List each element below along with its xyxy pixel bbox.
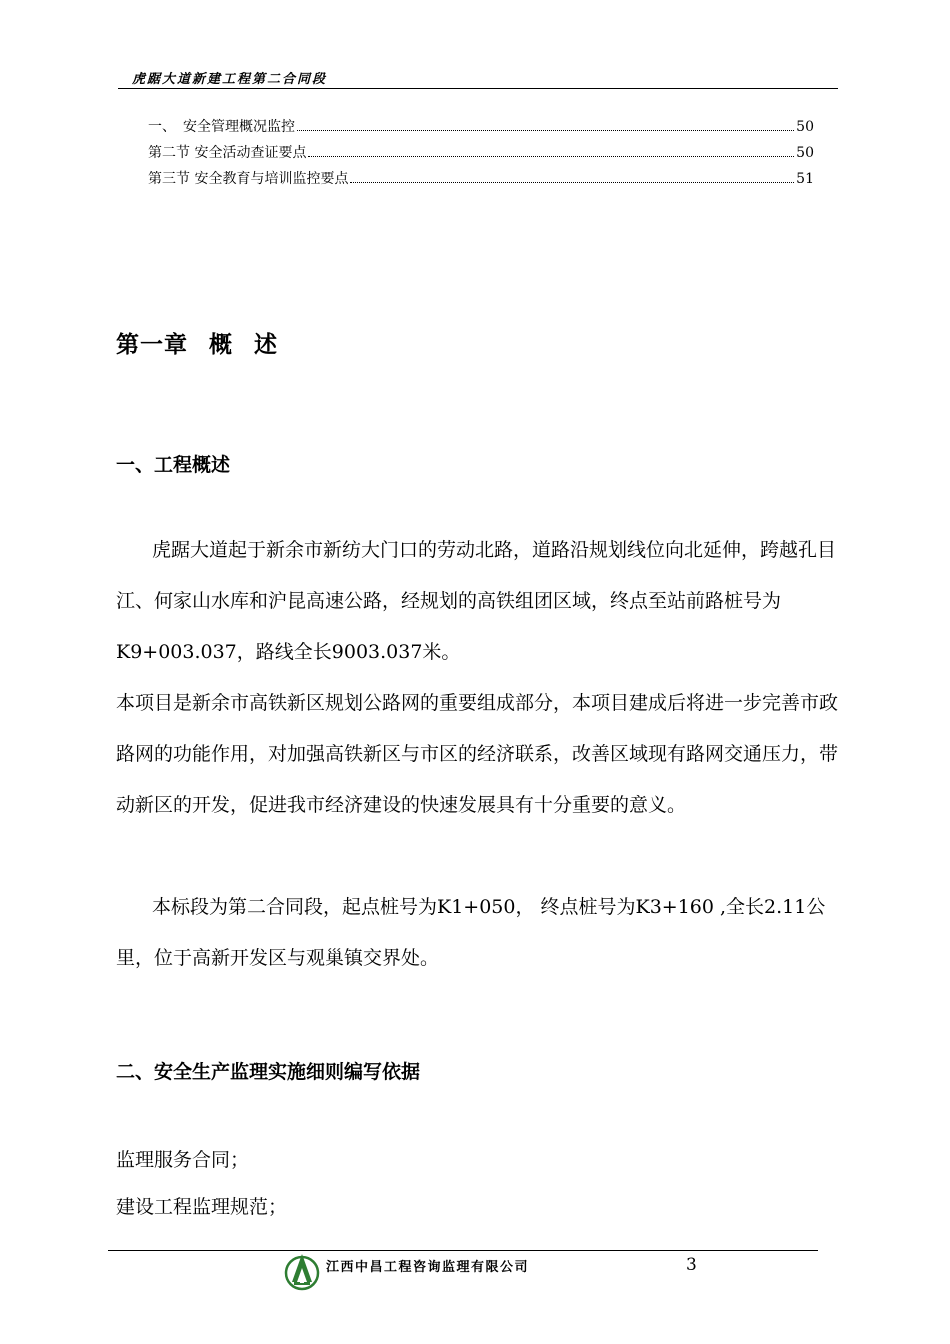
- toc-entry-page: 50: [796, 119, 814, 135]
- footer-divider: [108, 1250, 818, 1251]
- toc-entry[interactable]: [148, 142, 814, 168]
- section-title-basis: 二、安全生产监理实施细则编写依据: [116, 1061, 421, 1083]
- page-number: 3: [686, 1255, 697, 1275]
- page-header: [118, 66, 838, 89]
- company-logo-icon: [280, 1252, 324, 1292]
- toc-entry-page: 51: [796, 171, 814, 187]
- toc-entry-page: 50: [796, 145, 814, 161]
- basis-item: 监理服务合同；: [116, 1149, 250, 1171]
- header-title: 虎踞大道新建工程第二合同段: [132, 72, 328, 87]
- toc-leader-dots: [350, 182, 794, 183]
- toc-entry[interactable]: [148, 168, 814, 194]
- toc-entry-label: 第二节 安全活动查证要点: [148, 145, 307, 161]
- footer-company-name: 江西中昌工程咨询监理有限公司: [326, 1260, 530, 1275]
- toc-entry-label: 第三节 安全教育与培训监控要点: [148, 171, 349, 187]
- paragraph-contract-section: 本标段为第二合同段，起点桩号为K1+050， 终点桩号为K3+160 ,全长2.11公里，位于高新开发区与观巢镇交界处。: [116, 896, 826, 969]
- toc-leader-dots: [297, 130, 794, 131]
- section-title-overview: 一、工程概述: [116, 454, 231, 476]
- basis-item: 建设工程监理规范；: [116, 1196, 288, 1218]
- table-of-contents: [148, 116, 814, 194]
- toc-entry[interactable]: [148, 116, 814, 142]
- toc-entry-label: 一、 安全管理概况监控: [148, 119, 295, 135]
- paragraph-significance: 本项目是新余市高铁新区规划公路网的重要组成部分，本项目建成后将进一步完善市政路网的功能作用，对加强高铁新区与市区的经济联系，改善区域现有路网交通压力，带动新区的开发，促进我市经济建设的快速发展具有十分重要的意义。: [116, 692, 839, 816]
- toc-leader-dots: [308, 156, 794, 157]
- chapter-title: 第一章 概 述: [116, 332, 279, 358]
- paragraph-route: 虎踞大道起于新余市新纺大门口的劳动北路，道路沿规划线位向北延伸，跨越孔目江、何家山水库和沪昆高速公路，经规划的高铁组团区域，终点至站前路桩号为K9+003.037，路线全长9003.037米。: [116, 539, 837, 663]
